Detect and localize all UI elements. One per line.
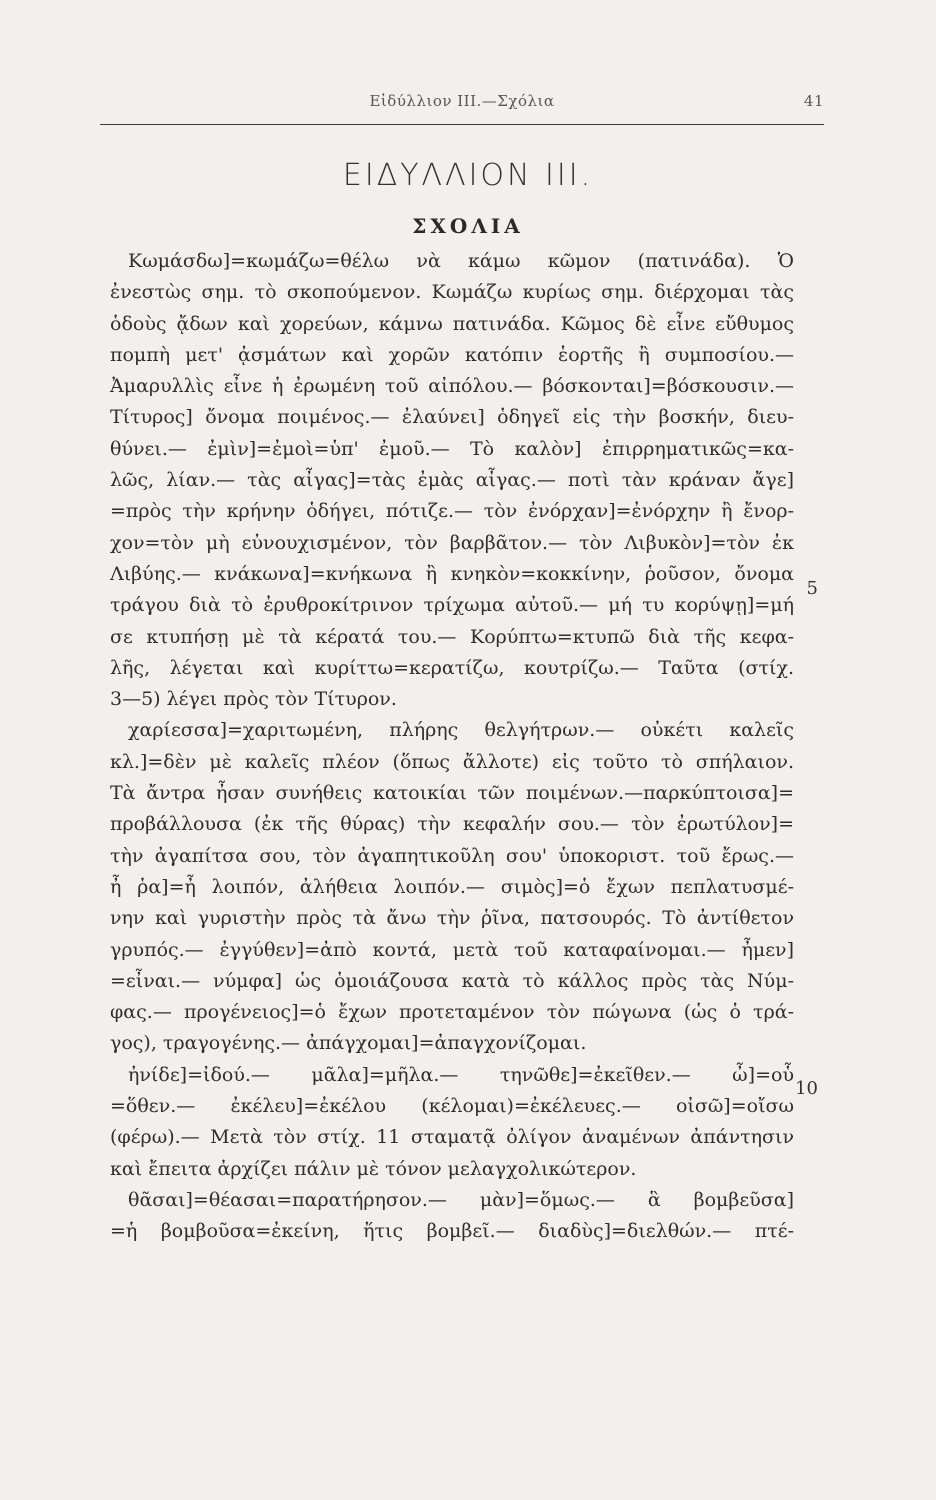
page-number: 41	[803, 92, 824, 110]
text-line: προβάλλουσα (ἐκ τῆς θύρας) τὴν κεφαλήν σου.— τὸν ἐρωτύλον]=	[110, 813, 794, 836]
scholia-body	[110, 246, 794, 1248]
text-line: νην καὶ γυριστὴν πρὸς τὰ ἄνω τὴν ῥῖνα, πατσουρός. Τὸ ἀντίθετον	[110, 907, 794, 930]
text-line: Τὰ ἄντρα ἦσαν συνήθεις κατοικίαι τῶν ποιμένων.—παρκύπτοισα]=	[110, 782, 794, 805]
text-line: γρυπός.— ἐγγύθεν]=ἀπὸ κοντά, μετὰ τοῦ καταφαίνομαι.— ἦμεν]	[110, 938, 794, 961]
idyll-title: ΕΙΔΥΛΛΙΟΝ ΙΙΙ.	[342, 158, 594, 193]
text-line: =ὅθεν.— ἐκέλευ]=ἐκέλου (κέλομαι)=ἐκέλευες.— οἰσῶ]=οἴσω	[110, 1095, 794, 1118]
text-line: Τίτυρος] ὄνομα ποιμένος.— ἐλαύνει] ὁδηγεῖ εἰς τὴν βοσκήν, διευ-	[110, 406, 794, 429]
header-rule	[100, 124, 824, 125]
text-line: (φέρω).— Μετὰ τὸν στίχ. 11 σταματᾷ ὀλίγον ἀναμένων ἀπάντησιν	[110, 1126, 794, 1149]
text-line: σε κτυπήσῃ μὲ τὰ κέρατά του.— Κορύπτω=κτυπῶ διὰ τῆς κεφα-	[110, 625, 794, 648]
text-line: =ἡ βομβοῦσα=ἐκείνη, ἥτις βομβεῖ.— διαδὺς]=διελθών.— πτέ-	[110, 1220, 794, 1243]
line-number: 5	[806, 578, 818, 599]
text-line: θᾶσαι]=θέασαι=παρατήρησον.— μὰν]=ὅμως.— ἃ βομβεῦσα]	[128, 1188, 794, 1211]
text-line: θύνει.— ἐμὶν]=ἐμοὶ=ὑπ' ἐμοῦ.— Τὸ καλὸν] ἐπιρρηματικῶς=κα-	[110, 437, 794, 460]
text-line: λῆς, λέγεται καὶ κυρίττω=κερατίζω, κουτρίζω.— Ταῦτα (στίχ.	[110, 656, 794, 679]
running-head	[100, 88, 824, 116]
text-line: πομπὴ μετ' ᾀσμάτων καὶ χορῶν κατόπιν ἑορτῆς ἢ συμποσίου.—	[110, 343, 794, 366]
text-line: Κωμάσδω]=κωμάζω=θέλω νὰ κάμω κῶμον (πατινάδα). Ὁ	[128, 250, 794, 272]
text-line: καὶ ἔπειτα ἀρχίζει πάλιν μὲ τόνον μελαγχολικώτερον.	[110, 1157, 637, 1180]
text-line: κλ.]=δὲν μὲ καλεῖς πλέον (ὅπως ἄλλοτε) εἰς τοῦτο τὸ σπήλαιον.	[110, 750, 794, 773]
line-number: 10	[795, 1078, 818, 1099]
text-line: 3—5) λέγει πρὸς τὸν Τίτυρον.	[110, 688, 397, 711]
text-line: Ἀμαρυλλὶς εἶνε ἡ ἐρωμένη τοῦ αἰπόλου.— βόσκονται]=βόσκουσιν.—	[110, 375, 794, 398]
text-line: ἦ ῥα]=ἦ λοιπόν, ἀλήθεια λοιπόν.— σιμὸς]=ὁ ἔχων πεπλατυσμέ-	[110, 875, 794, 898]
text-line: γος), τραγογένης.— ἀπάγχομαι]=ἀπαγχονίζομαι.	[110, 1032, 587, 1055]
text-line: =πρὸς τὴν κρήνην ὁδήγει, πότιζε.— τὸν ἐνόρχαν]=ἐνόρχην ἢ ἔνορ-	[110, 500, 794, 523]
text-line: ἠνίδε]=ἰδού.— μᾶλα]=μῆλα.— τηνῶθε]=ἐκεῖθεν.— ὦ]=οὗ	[128, 1063, 794, 1086]
text-line: Λιβύης.— κνάκωνα]=κνήκωνα ἢ κνηκὸν=κοκκίνην, ῥοῦσον, ὄνομα	[110, 562, 794, 585]
text-line: χον=τὸν μὴ εὐνουχισμένον, τὸν βαρβᾶτον.— τὸν Λιβυκὸν]=τὸν ἐκ	[110, 531, 794, 554]
text-line: =εἶναι.— νύμφα] ὡς ὁμοιάζουσα κατὰ τὸ κάλλος πρὸς τὰς Νύμ-	[110, 969, 794, 992]
text-line: τὴν ἀγαπίτσα σου, τὸν ἀγαπητικοῦλη σου' ὑποκοριστ. τοῦ ἔρως.—	[110, 844, 794, 867]
running-title: Εἰδύλλιον ΙΙΙ.—Σχόλια	[369, 92, 555, 110]
text-line: λῶς, λίαν.— τὰς αἶγας]=τὰς ἐμὰς αἶγας.— ποτὶ τὰν κράναν ἄγε]	[110, 469, 794, 492]
text-line: φας.— προγένειος]=ὁ ἔχων προτεταμένον τὸν πώγωνα (ὡς ὁ τρά-	[110, 1001, 794, 1024]
section-heading: ΣΧΟΛΙΑ	[412, 214, 524, 238]
text-line: χαρίεσσα]=χαριτωμένη, πλήρης θελγήτρων.— οὐκέτι καλεῖς	[128, 719, 794, 742]
text-line: τράγου διὰ τὸ ἐρυθροκίτρινον τρίχωμα αὐτοῦ.— μή τυ κορύψῃ]=μή	[110, 594, 794, 617]
text-line: ἐνεστὼς σημ. τὸ σκοπούμενον. Κωμάζω κυρίως σημ. διέρχομαι τὰς	[110, 281, 794, 304]
text-line: ὁδοὺς ᾄδων καὶ χορεύων, κάμνω πατινάδα. Κῶμος δὲ εἶνε εὔθυμος	[110, 312, 794, 335]
